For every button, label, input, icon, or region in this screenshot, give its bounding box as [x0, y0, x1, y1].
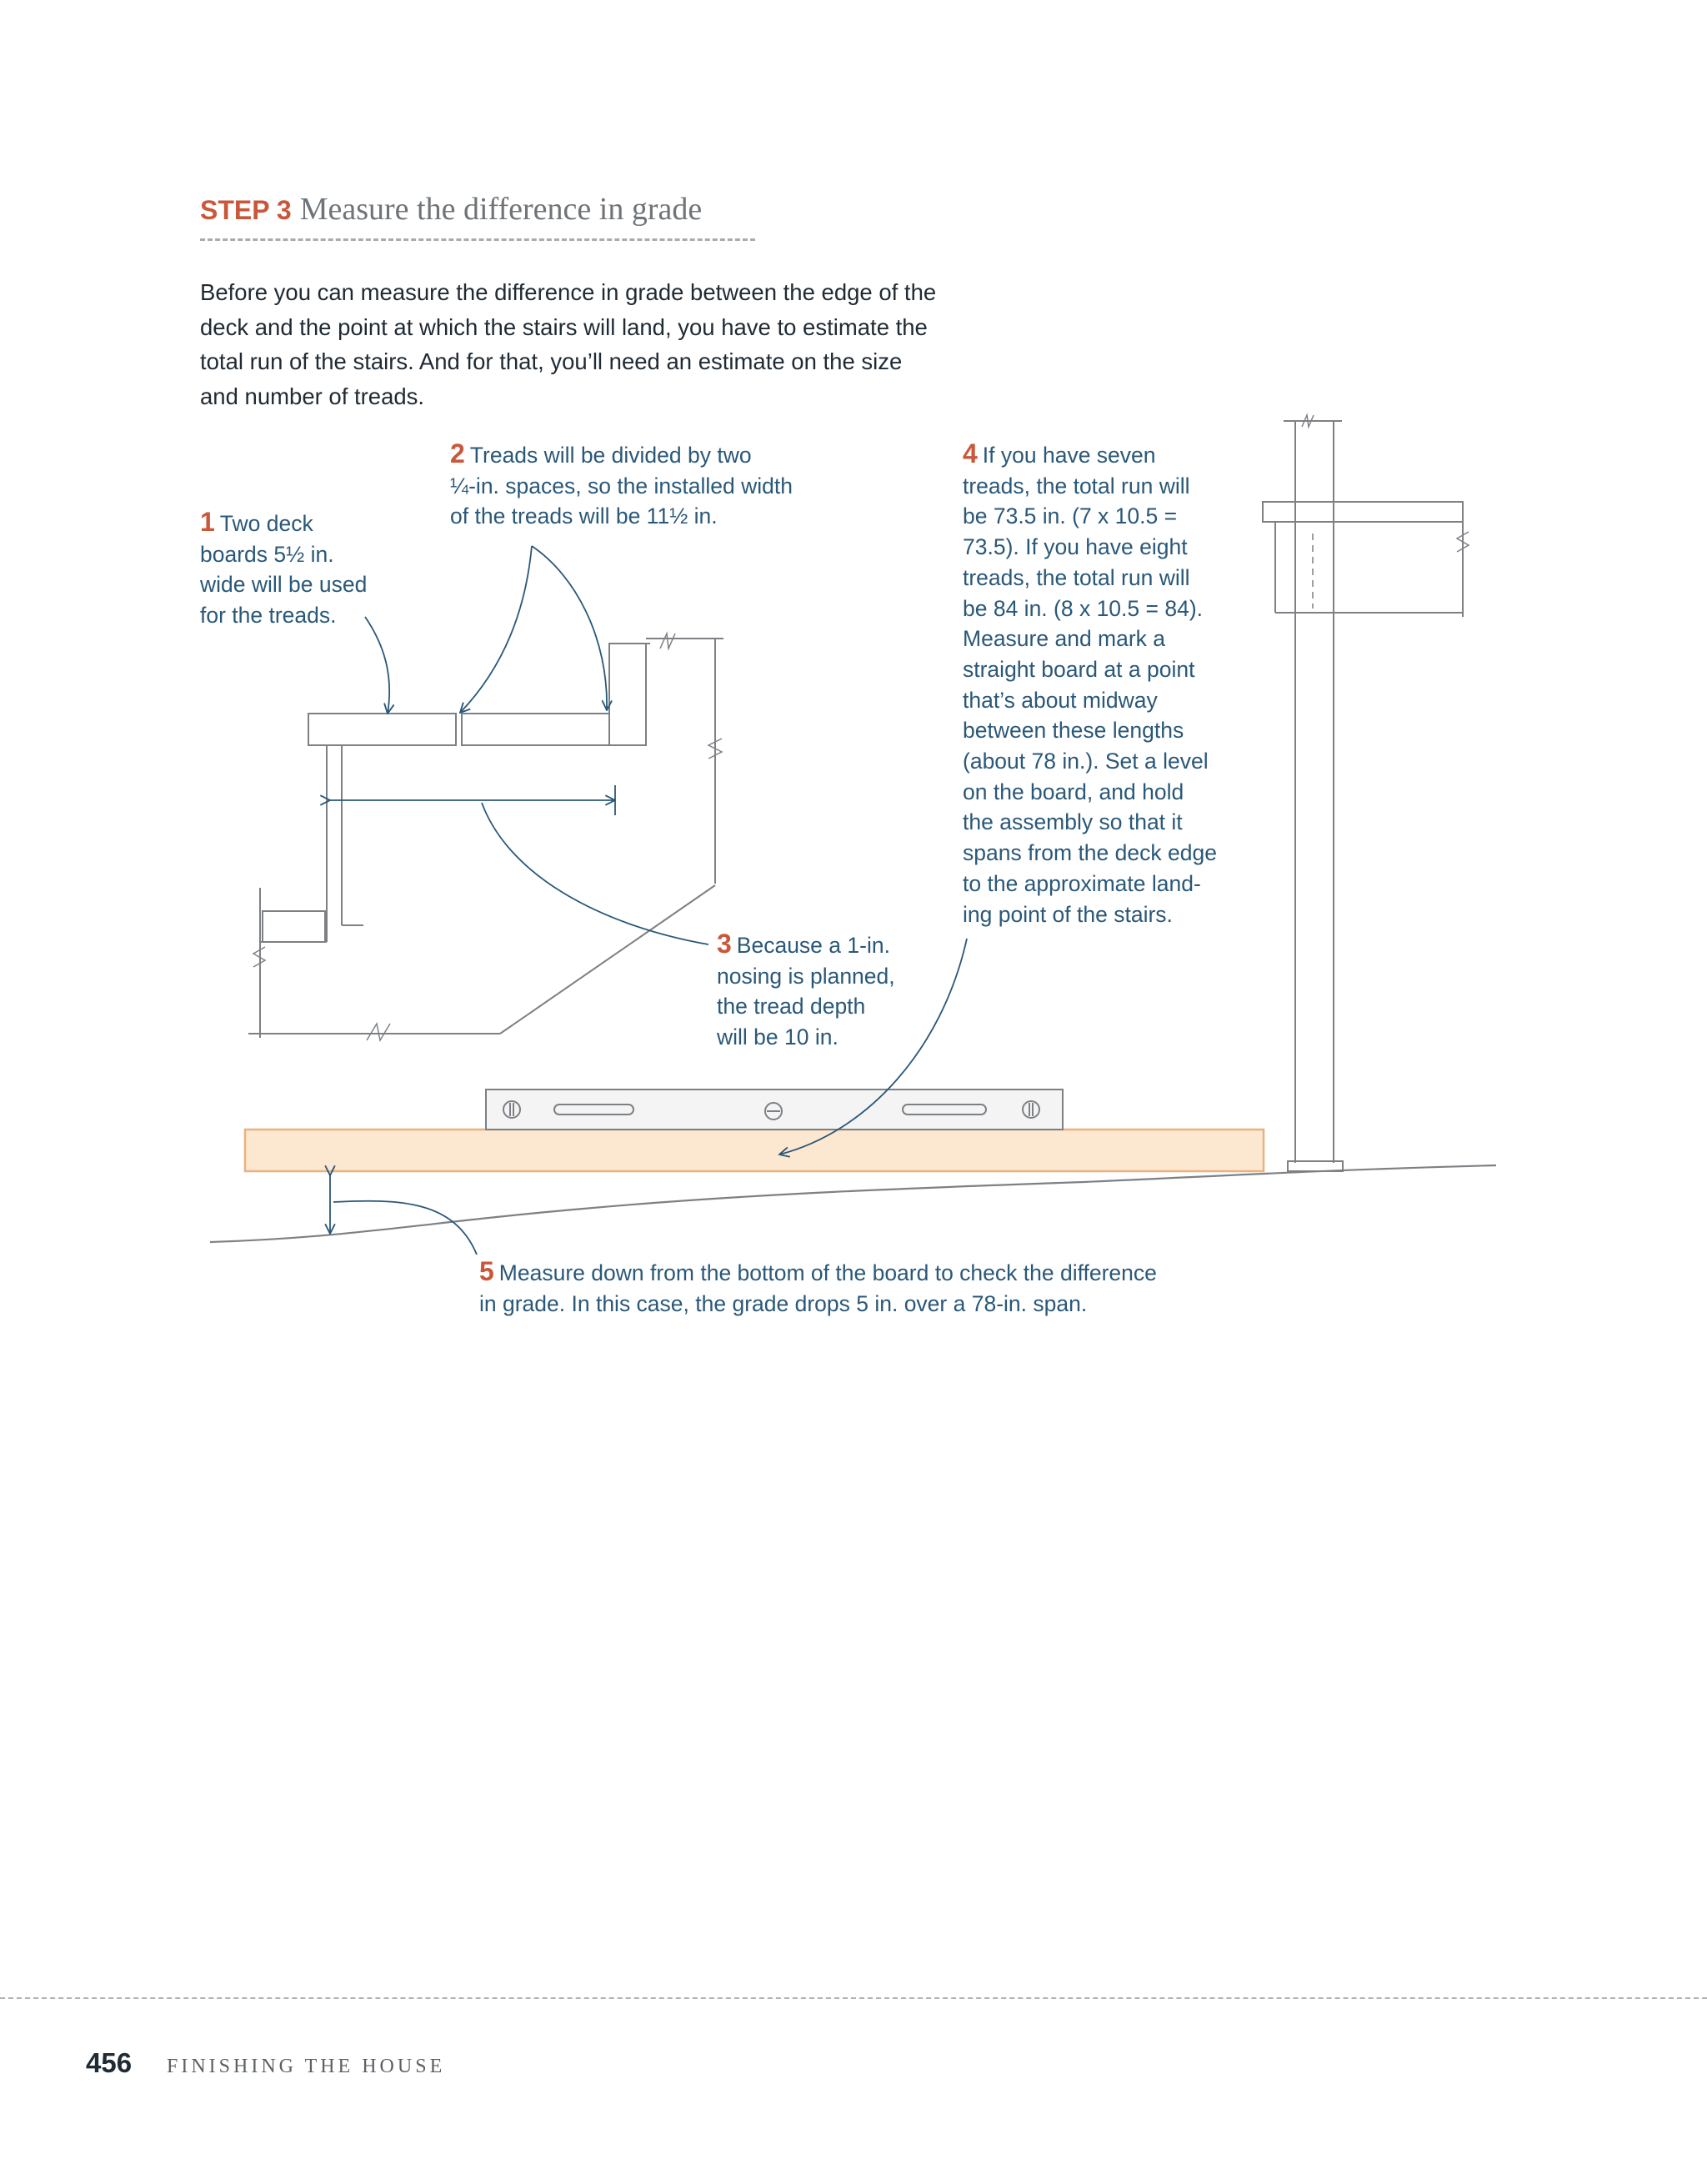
straight-board — [245, 1130, 1264, 1171]
callout-number: 1 — [200, 507, 215, 537]
stringer-diagonal — [500, 885, 715, 1034]
lower-step — [263, 911, 325, 942]
callout-line: straight board at a point — [963, 656, 1195, 682]
callout-line: be 73.5 in. (7 x 10.5 = — [963, 503, 1178, 529]
callout-line: in grade. In this case, the grade drops 5 in. over a 78-in. span. — [479, 1290, 1088, 1316]
callout-line: treads, the total run will — [963, 473, 1190, 498]
arrow-callout-2b — [532, 546, 607, 710]
callout-3 — [717, 929, 942, 1053]
callout-line: the tread depth — [717, 994, 866, 1019]
callout-line: nosing is planned, — [717, 963, 895, 989]
callout-line: Measure and mark a — [963, 626, 1166, 652]
callout-line: ¼-in. spaces, so the installed width — [450, 473, 793, 498]
callout-4 — [963, 438, 1246, 929]
callout-line: be 84 in. (8 x 10.5 = 84). — [963, 595, 1204, 621]
stair-framing — [248, 634, 723, 1040]
callout-line: ing point of the stairs. — [963, 901, 1173, 927]
callout-line: Measure down from the bottom of the board to check the difference — [498, 1260, 1157, 1285]
callout-line: that’s about midway — [963, 687, 1158, 713]
intro-line: deck and the point at which the stairs will land, you have to estimate the — [200, 313, 928, 340]
riser-board — [609, 644, 646, 745]
callout-line: treads, the total run will — [963, 564, 1190, 590]
page-number: 456 — [86, 2047, 133, 2078]
callout-line: Treads will be divided by two — [469, 443, 752, 468]
post-and-beam — [1263, 415, 1469, 1171]
callout-number: 2 — [450, 438, 465, 468]
callout-2 — [450, 438, 842, 532]
beam-top — [1263, 502, 1463, 522]
step-label: STEP 3 — [200, 195, 292, 225]
running-head: FINISHING THE HOUSE — [167, 2056, 446, 2077]
callout-line: the assembly so that it — [963, 809, 1183, 835]
callout-line: wide will be used — [200, 572, 368, 598]
intro-line: total run of the stairs. And for that, you’ll need an estimate on the size — [200, 348, 903, 374]
callout-line: to the approximate land- — [963, 870, 1201, 896]
callout-line: will be 10 in. — [717, 1024, 838, 1050]
callout-number: 4 — [963, 438, 978, 468]
footer-divider — [0, 1997, 1707, 1999]
callout-line: on the board, and hold — [963, 779, 1184, 804]
arrow-callout-1 — [365, 617, 389, 714]
callout-number: 5 — [479, 1256, 494, 1286]
callout-line: for the treads. — [200, 603, 337, 629]
callout-line: boards 5½ in. — [200, 541, 334, 567]
callout-line: Because a 1-in. — [736, 933, 890, 958]
arrow-callout-3 — [482, 803, 708, 944]
intro-line: and number of treads. — [200, 383, 425, 409]
callout-line: (about 78 in.). Set a level — [963, 749, 1209, 774]
callout-line: 73.5). If you have eight — [963, 534, 1188, 560]
callout-5 — [479, 1256, 1279, 1319]
arrow-callout-2a — [460, 546, 532, 713]
callout-1 — [200, 507, 417, 631]
callout-line: If you have seven — [982, 443, 1156, 468]
tread-board-back — [462, 714, 609, 745]
step-title: Measure the difference in grade — [299, 192, 703, 227]
callout-number: 3 — [717, 929, 732, 959]
callout-line: spans from the deck edge — [963, 840, 1217, 866]
callout-line: of the treads will be 11½ in. — [450, 503, 718, 529]
level-tool — [486, 1089, 1063, 1130]
callout-line: between these lengths — [963, 718, 1184, 744]
intro-line: Before you can measure the difference in grade between the edge of the — [200, 279, 937, 305]
tread-board-front — [308, 714, 456, 745]
callout-line: Two deck — [219, 511, 313, 536]
